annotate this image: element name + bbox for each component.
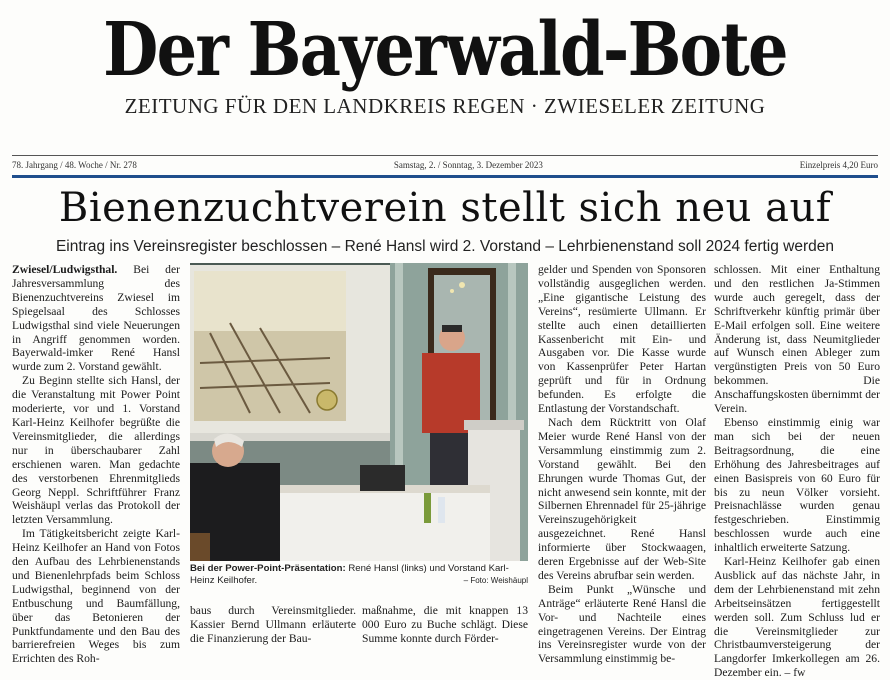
issue-date: Samstag, 2. / Sonntag, 3. Dezember 2023 (393, 160, 543, 170)
photo-credit: – Foto: Weishäupl (463, 576, 528, 585)
paragraph: schlossen. Mit einer Enthaltung und den restlichen Ja-Stimmen wurde auch geregelt, dass der Schriftverkehr künftig primär über E-Mail erfolgen soll. Eine weitere Änderung ist, dass Neumitglieder auf Wunsch einen Ableger zum vergünstigten Preis von 50 Euro bekommen. Die Anschaffungskosten übernimmt der Verein. (714, 263, 880, 416)
article-headline: Bienenzuchtverein stellt sich neu auf (58, 185, 832, 231)
article-column-2b (362, 604, 528, 646)
dateline: Zwiesel/Ludwigsthal. (12, 263, 118, 276)
paragraph: gelder und Spenden von Sponsoren vollständig ausgeglichen werden. „Eine gigantische Leistung des Vereins“, resümierte Ullmann. Er stellte auch einen detaillierten Kassenbericht mit Ein- und Ausgaben vor. Die Kasse wurde von Kassenprüfer Peter Hartan geprüft und für in Ordnung befunden. Es erfolgte die Entlastung der Vorstandschaft. (538, 263, 706, 416)
article-photo (190, 263, 528, 561)
article-column-2a (190, 604, 356, 646)
newspaper-subtitle: ZEITUNG FÜR DEN LANDKREIS REGEN · ZWIESELER ZEITUNG (124, 94, 766, 118)
photo-illustration (190, 263, 528, 561)
article-column-3 (538, 263, 706, 666)
issue-info-line (12, 160, 878, 174)
paragraph: Beim Punkt „Wünsche und Anträge“ erläuterte René Hansl die Vor- und Nachteile eines eingetragenen Vereins. Der Eintrag ins Vereinsregister wurde von der Versammlung einstimmig be- (538, 582, 706, 666)
paragraph: Zu Beginn stellte sich Hansl, der die Veranstaltung mit Power Point moderierte, vor und 1. Vorstand Karl-Heinz Keilhofer begrüßte die Vereinsmitglieder, die allerdings nur in überschaubarer Zahl erschienen waren. Man gedachte des verstorbenen Ehrenmitglieds Georg Neppl. Schriftführer Franz Weishäupl verlas das Protokoll der letzten Versammlung. (12, 374, 180, 527)
article-subhead: Eintrag ins Vereinsregister beschlossen – René Hansl wird 2. Vorstand – Lehrbienenstand soll 2024 fertig werden (55, 238, 835, 255)
paragraph: baus durch Vereinsmitglieder. Kassier Bernd Ullmann erläuterte die Finanzierung der Bau- (190, 604, 356, 645)
paragraph: Zwiesel/Ludwigsthal. Bei der Jahresversammlung des Bienenzuchtvereins Zwiesel im Spiegelsaal des Schlosses Ludwigsthal sind viele Neuerungen in Angriff genommen worden. Bayerwald-imker René Hansl wurde zum 2. Vorstand gewählt. (12, 263, 180, 374)
paragraph: Karl-Heinz Keilhofer gab einen Ausblick auf das nächste Jahr, in dem der Lehrbienenstand mit zehn Arbeitseinsätzen fertiggestellt werden soll. Zum Schluss lud er die Vereinsmitglieder zur Christbaumversteigerung der Langdorfer Imkerkollegen am 26. Dezember ein. – fw (714, 555, 880, 680)
caption-text: René Hansl (links) und Vorstand Karl-Heinz Keilhofer. (190, 563, 509, 586)
paragraph: Ebenso einstimmig einig war man sich bei der neuen Beitragsordnung, die eine Erhöhung des Jahresbeitrages auf einen Basispreis von 60 Euro für bis zu neun Völker vorsieht. Preisnachlässe wurden genau festgeschrieben. Einstimmig beschlossen wurde auch eine inhaltlich erweiterte Satzung. (714, 415, 880, 555)
paragraph: maßnahme, die mit knappen 13 000 Euro zu Buche schlägt. Diese Summe konnte durch Förder- (362, 604, 528, 645)
article-column-1 (12, 263, 180, 666)
author-signoff: – fw (784, 666, 806, 680)
issue-price: Einzelpreis 4,20 Euro (799, 160, 878, 170)
masthead (0, 8, 890, 119)
newspaper-name: Der Bayerwald-Bote (103, 7, 787, 93)
paragraph: Nach dem Rücktritt von Olaf Meier wurde René Hansl von der Versammlung einstimmig zum 2. Vorstand gewählt. Bei den Ehrungen wurde Thomas Gut, der nicht anwesend sein konnte, mit der Silbernen Ehrennadel für 25-jährige Vereinszugehörigkeit ausgezeichnet. René Hansl informierte über Stockwaagen, deren Ergebnisse auf der Web-Site des Vereins abrufbar sein werden. (538, 415, 706, 582)
photo-caption (190, 563, 528, 587)
caption-lead: Bei der Power-Point-Präsentation: (190, 563, 346, 574)
paragraph: Im Tätigkeitsbericht zeigte Karl-Heinz Keilhofer an Hand von Fotos den Aufbau des Lehrbienenstands und Bienenlehrpfads beim Schloss Ludwigsthal, beginnend von der Entbuschung und Baumfällung, über das Betonieren der Punktfundamente und den Bau des barrierefreien Weges bis zum Errichten des Roh- (12, 527, 180, 666)
blue-rule (12, 175, 878, 178)
issue-number: 78. Jahrgang / 48. Woche / Nr. 278 (12, 160, 137, 170)
article-column-4 (714, 263, 880, 680)
top-rule (12, 155, 878, 156)
